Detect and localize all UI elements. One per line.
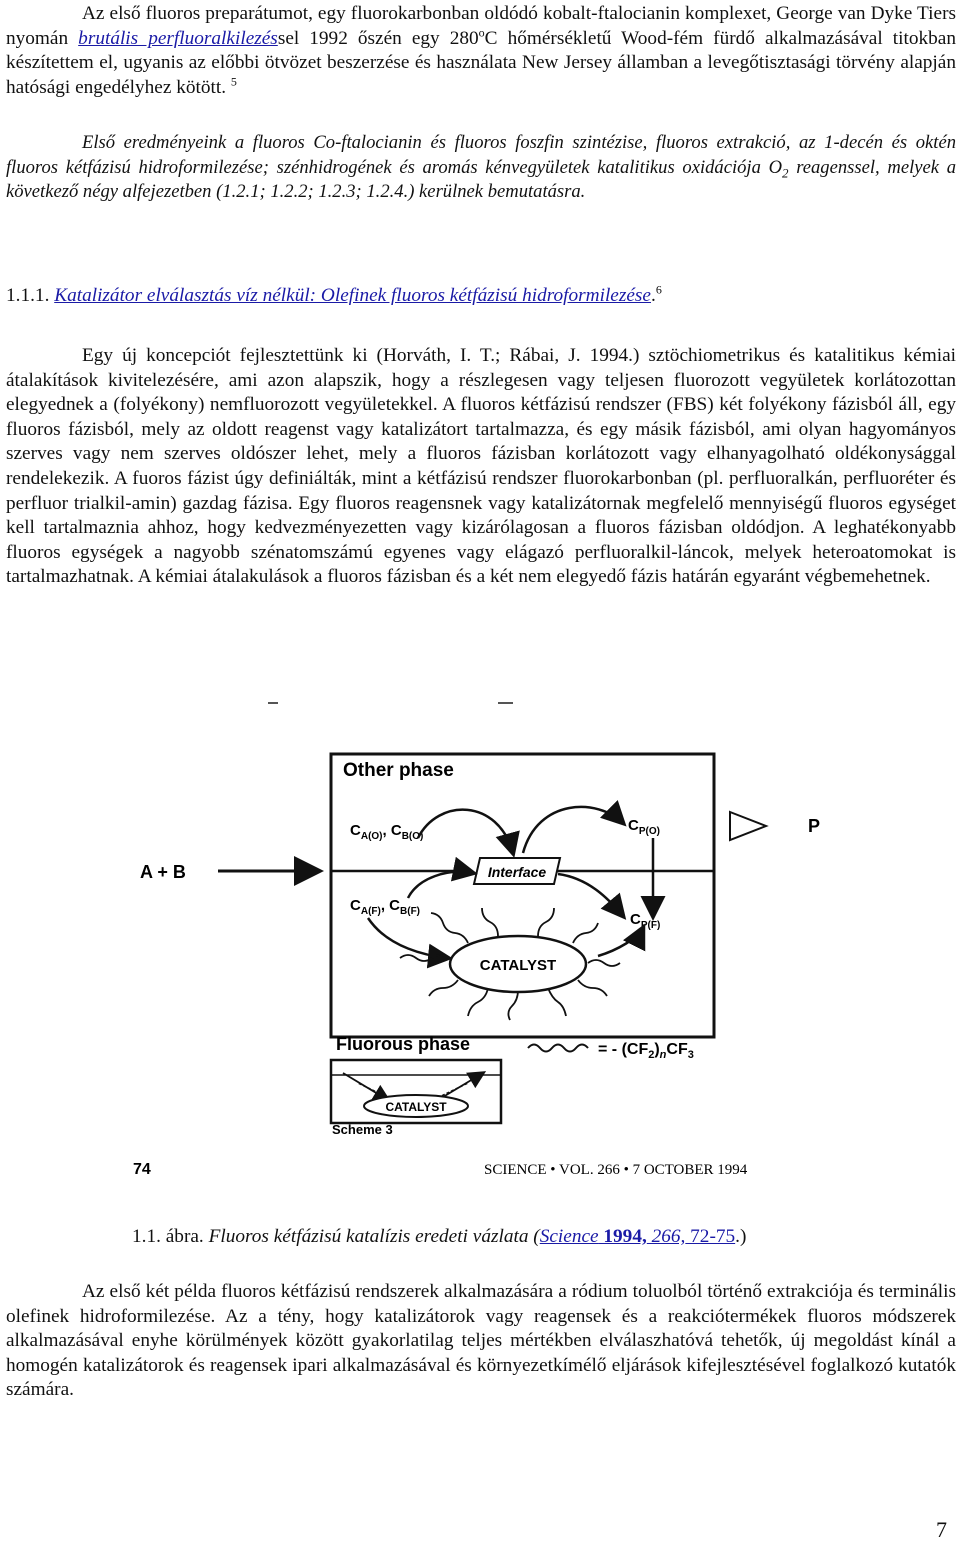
section-number: 1.1.1. xyxy=(6,285,50,306)
other-phase-label: Other phase xyxy=(343,760,454,781)
footnote-ref: 6 xyxy=(655,282,662,297)
scheme-label: Scheme 3 xyxy=(332,1122,393,1137)
catalyst-label: CATALYST xyxy=(479,957,557,974)
caption-journal-link[interactable]: Science xyxy=(539,1226,599,1247)
footnote-ref: 5 xyxy=(230,74,237,89)
journal-line: SCIENCE • VOL. 266 • 7 OCTOBER 1994 xyxy=(484,1162,748,1178)
brutalis-perfluoralkilezes-link[interactable]: brutális perfluoralkilezés xyxy=(78,27,278,49)
paragraph-text: Egy új koncepciót fejlesztettünk ki (Horváth, I. T.; Rábai, J. 1994.) sztöchiometrikus és katalitikus kémiai átalakítások kivitelezésére, ami azon alapszik, hogy a részlegesen vagy teljesen fluorozott vegyületek korlátozottan elegyednek a (folyékony) nemfluorozott vegyületekkel. A fluoros kétfázisú rendszer (FBS) két folyékony fázisból áll, egy fluoros fázisból, mely az oldott reagenst vagy katalizátort tartalmazza, és egy másik fázisból, ami olyan hagyományos szerves vagy nem szerves oldószer lehet, mely a fluoros fázisban korlátozott vagy elhanyagolható oldékonysággal rendelekezik. A fuoros fázist úgy definiálták, mint a kétfázisú rendszer fluorokarbonban (pl. perfluoralkán, perfluoréter és perfluor trialkil-amin) gazdag fázisa. Egy fluoros reagensnek vagy katalizátornak megfelelő mennyiségű fluoros egységet kell tartalmaznia ahhoz, hogy kedvezményezetten vagy kizárólagosan a fluoros fázisban oldódjon. A leghatékonyabb fluoros egységek a nagyobb szénatomszámú egyenes vagy elágazó perfluoralkil-láncok, melyek heteroatomokat is tartalmazhatnak. A kémiai átalakulások a fluoros fázisban és a két nem elegyedő fázis határán egyaránt végbemehetnek. xyxy=(6,345,956,588)
degree-sup: o xyxy=(478,25,485,40)
arrow-out xyxy=(730,812,766,840)
reactants-label: A + B xyxy=(140,862,186,882)
paragraph-results xyxy=(6,131,956,205)
section-heading xyxy=(6,282,662,307)
interface-label: Interface xyxy=(487,864,547,880)
paragraph-text: sel 1992 őszén egy 280 xyxy=(277,27,479,49)
caption-volume[interactable]: 266, xyxy=(646,1226,686,1247)
caption-pages[interactable]: 72-75 xyxy=(685,1226,736,1247)
section-title-link[interactable]: Katalizátor elválasztás víz nélkül: Olefinek fluoros kétfázisú hidroformilezése xyxy=(54,285,651,306)
subscript: 2 xyxy=(782,165,789,181)
paragraph-concept xyxy=(6,344,956,590)
cp-f-label: $C_{P(F)}$ xyxy=(630,911,661,931)
heading-dot: . xyxy=(651,285,656,306)
scheme-figure xyxy=(118,688,848,1188)
fluorous-phase-label: Fluorous phase xyxy=(336,1034,471,1054)
paragraph-text: Az első két példa fluoros kétfázisú rendszerek alkalmazására a ródium toluolból történő extrakciója és terminális olefinek hidroformilezése. Az a tény, hogy katalizátorok vagy reagensek és a reakciótermékek fluoros módszerek alkalmazásával enyhe körülmények között gyakorlatilag teljes mértékben elválaszhatóvá tehetők, új megoldást kínál a homogén katalizátorok és reagensek ipari alkalmazásával és környezetkímélő eljárások kifejlesztésével foglalkozó kutatók számára. xyxy=(6,1281,956,1401)
paragraph-intro xyxy=(6,2,956,100)
caption-text: Fluoros kétfázisú katalízis eredeti vázlata ( xyxy=(203,1226,540,1247)
figure-caption xyxy=(132,1226,746,1248)
ca-o-label: $C_{A(O)}$, $C_{B(O)}$ xyxy=(350,822,424,842)
ca-f-label: $C_{A(F)}$, $C_{B(F)}$ xyxy=(350,897,421,917)
caption-label: 1.1. ábra. xyxy=(132,1226,204,1247)
paragraph-examples xyxy=(6,1280,956,1403)
scheme-diagram xyxy=(118,688,848,1188)
page-number: 7 xyxy=(936,1517,947,1542)
caption-close: .) xyxy=(735,1226,747,1247)
source-page-number: 74 xyxy=(133,1161,151,1178)
paragraph-text: C hőmérsékletű Wood-fém fürdő alkalmazásával titokban készítettem el, ugyanis az előbbi ötvözet beszerzése és használata New Jersey államban a levegőtisztasági törvény alapján hatósági engedélyhez kötött. xyxy=(6,27,956,98)
product-label: P xyxy=(808,816,821,836)
paragraph-text: Első eredményeink a fluoros Co-ftalocianin és fluoros foszfin szintézise, fluoros extrakció, az 1-decén és oktén fluoros kétfázisú hidroformilezése; szénhidrogének és aromás kénvegyületek katalitikus oxidációja O xyxy=(6,132,956,178)
small-catalyst-label: CATALYST xyxy=(385,1100,447,1114)
phase-box xyxy=(331,754,714,1037)
legend-formula: = - $(CF_2)_nCF_3$ xyxy=(598,1041,694,1061)
cp-o-label: $C_{P(O)}$ xyxy=(628,817,660,837)
paragraph-text: Az első fluoros preparátumot, egy fluorokarbonban oldódó kobalt-ftalocianin komplexet, George van Dyke Tiers nyomán xyxy=(6,3,956,49)
paragraph-text: reagenssel, melyek a következő négy alfejezetben (1.2.1; 1.2.2; 1.2.3; 1.2.4.) kerülnek bemutatásra. xyxy=(6,156,956,203)
caption-year[interactable]: 1994, xyxy=(598,1226,647,1247)
ponytail-symbol xyxy=(528,1045,588,1052)
